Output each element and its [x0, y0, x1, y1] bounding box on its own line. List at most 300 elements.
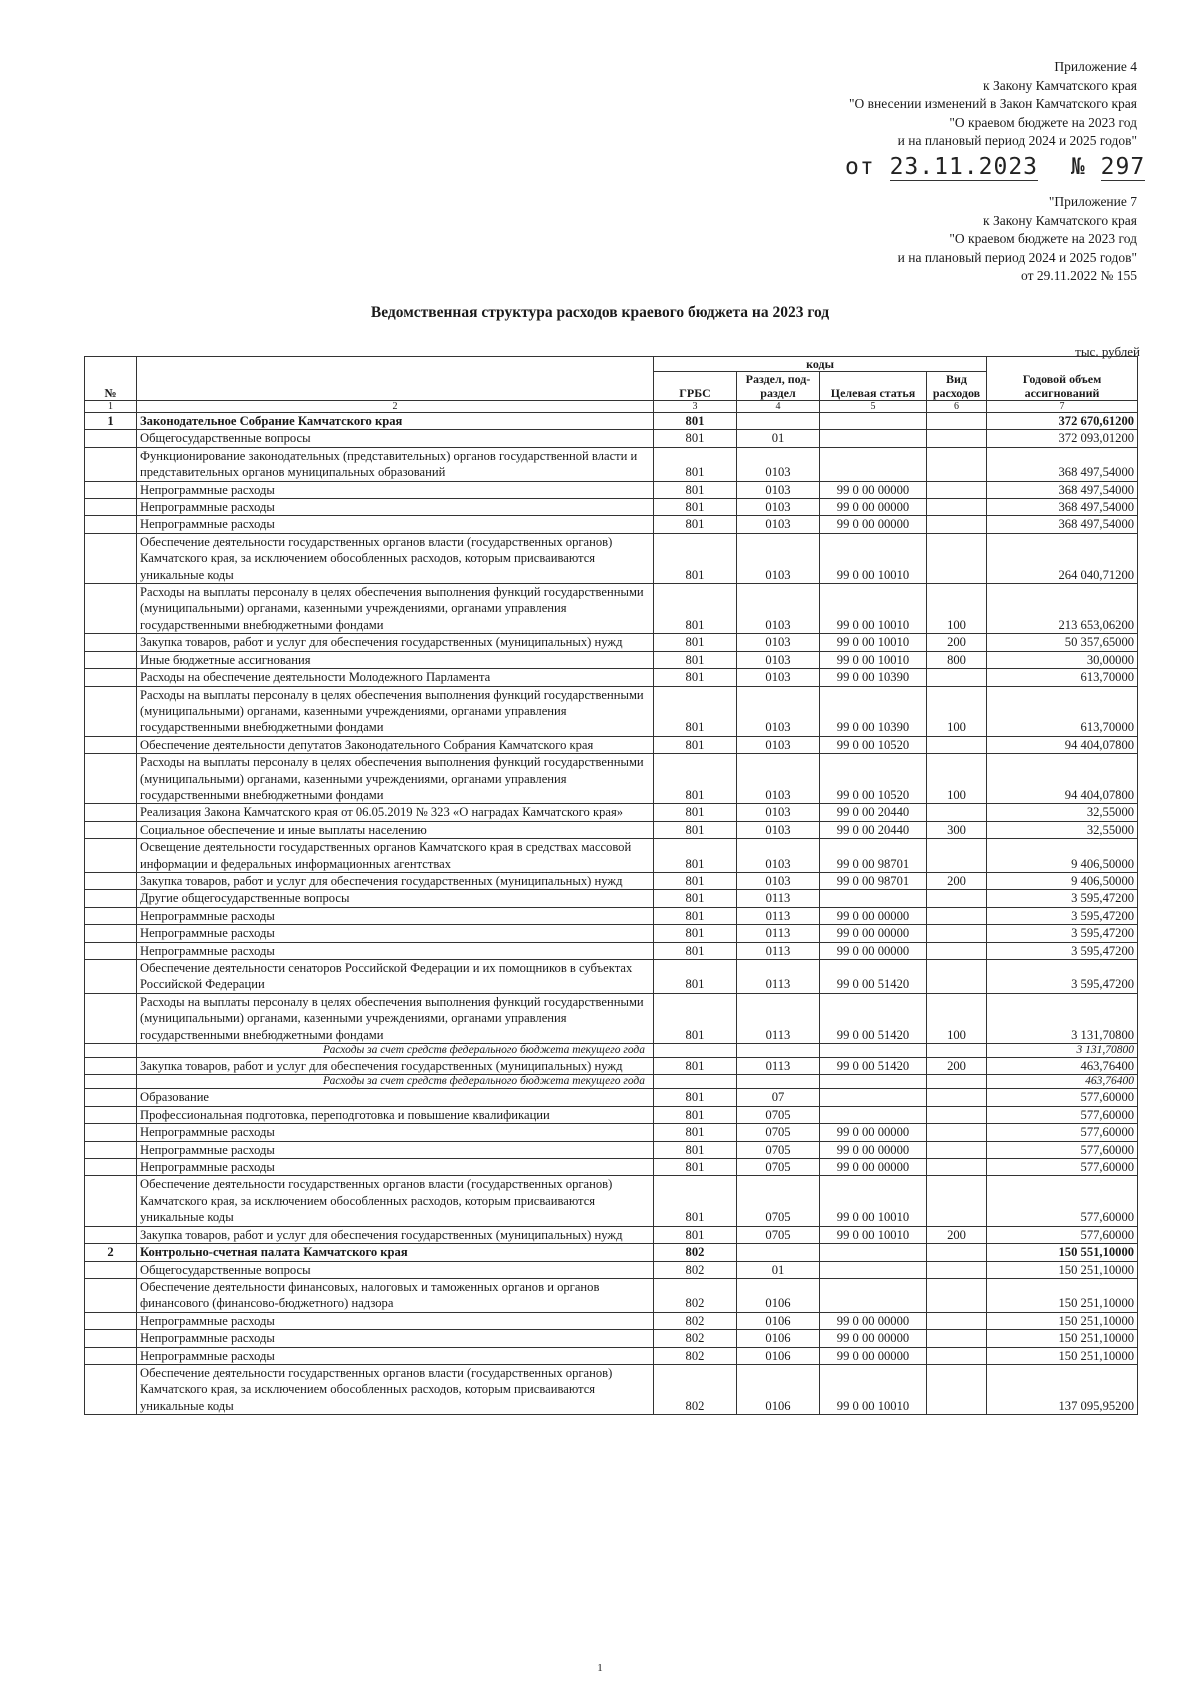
cell-kind [927, 890, 987, 907]
cell-grbs: 802 [654, 1364, 737, 1414]
cell-grbs: 801 [654, 447, 737, 481]
cell-grbs: 801 [654, 1124, 737, 1141]
cell-grbs: 801 [654, 669, 737, 686]
cell-target [820, 1075, 927, 1089]
cell-num [85, 839, 137, 873]
cell-kind [927, 839, 987, 873]
cell-name: Обеспечение деятельности государственных органов власти (государственных органов) Камчатского края, за исключением обособленных расходов, которым присваиваются уникальные коды [137, 1364, 654, 1414]
cell-name: Непрограммные расходы [137, 942, 654, 959]
cell-name: Расходы за счет средств федерального бюджета текущего года [137, 1044, 654, 1058]
cell-name: Закупка товаров, работ и услуг для обеспечения государственных (муниципальных) нужд [137, 872, 654, 889]
table-row [85, 1278, 1138, 1312]
cell-kind: 100 [927, 686, 987, 736]
cell-name: Непрограммные расходы [137, 1159, 654, 1176]
index-cell: 4 [737, 401, 820, 413]
table-row [85, 754, 1138, 804]
index-cell: 2 [137, 401, 654, 413]
cell-amount: 577,60000 [987, 1141, 1138, 1158]
cell-section: 0103 [737, 634, 820, 651]
cell-target [820, 890, 927, 907]
cell-kind: 100 [927, 584, 987, 634]
cell-amount: 213 653,06200 [987, 584, 1138, 634]
cell-section: 0103 [737, 516, 820, 533]
cell-kind [927, 736, 987, 753]
cell-name: Контрольно-счетная палата Камчатского края [137, 1244, 654, 1261]
cell-grbs: 801 [654, 804, 737, 821]
law-date-stamp [845, 154, 1145, 181]
table-row [85, 960, 1138, 994]
header-amount: Годовой объем ассигнований [987, 357, 1138, 401]
cell-grbs: 801 [654, 872, 737, 889]
budget-table [84, 356, 1138, 1415]
cell-grbs: 801 [654, 1176, 737, 1226]
cell-section: 0103 [737, 839, 820, 873]
cell-num [85, 1159, 137, 1176]
cell-section: 01 [737, 1261, 820, 1278]
cell-section: 0103 [737, 821, 820, 838]
table-row [85, 413, 1138, 430]
cell-kind [927, 960, 987, 994]
cell-name: Закупка товаров, работ и услуг для обеспечения государственных (муниципальных) нужд [137, 1226, 654, 1243]
page-number: 1 [597, 1662, 603, 1674]
cell-num [85, 669, 137, 686]
cell-num [85, 1330, 137, 1347]
cell-num [85, 942, 137, 959]
cell-target: 99 0 00 00000 [820, 1347, 927, 1364]
cell-num [85, 651, 137, 668]
table-row [85, 1330, 1138, 1347]
table-note-row [85, 1044, 1138, 1058]
cell-name: Профессиональная подготовка, переподготовка и повышение квалификации [137, 1106, 654, 1123]
cell-grbs: 801 [654, 634, 737, 651]
cell-target: 99 0 00 00000 [820, 1141, 927, 1158]
cell-kind [927, 1330, 987, 1347]
header-kind: Вид расходов [927, 372, 987, 401]
cell-kind [927, 804, 987, 821]
cell-num [85, 1364, 137, 1414]
cell-target: 99 0 00 00000 [820, 925, 927, 942]
index-cell: 3 [654, 401, 737, 413]
cell-target: 99 0 00 51420 [820, 993, 927, 1043]
cell-amount: 9 406,50000 [987, 872, 1138, 889]
cell-amount: 150 251,10000 [987, 1261, 1138, 1278]
table-row [85, 993, 1138, 1043]
stamp-number-sign: № [1070, 154, 1086, 180]
cell-amount: 368 497,54000 [987, 481, 1138, 498]
header-top-line: и на плановый период 2024 и 2025 годов" [897, 133, 1137, 149]
cell-grbs: 802 [654, 1244, 737, 1261]
cell-amount: 372 093,01200 [987, 430, 1138, 447]
header-second-line: "Приложение 7 [1048, 194, 1137, 209]
table-row [85, 447, 1138, 481]
cell-kind [927, 516, 987, 533]
cell-amount: 372 670,61200 [987, 413, 1138, 430]
cell-num [85, 584, 137, 634]
cell-section: 0106 [737, 1347, 820, 1364]
cell-name: Непрограммные расходы [137, 1330, 654, 1347]
cell-amount: 368 497,54000 [987, 499, 1138, 516]
index-cell: 1 [85, 401, 137, 413]
cell-grbs [654, 1075, 737, 1089]
cell-kind [927, 1244, 987, 1261]
cell-target: 99 0 00 10010 [820, 634, 927, 651]
cell-grbs: 801 [654, 907, 737, 924]
cell-amount: 463,76400 [987, 1075, 1138, 1089]
cell-kind [927, 1347, 987, 1364]
cell-grbs: 801 [654, 584, 737, 634]
table-row [85, 1364, 1138, 1414]
cell-name: Обеспечение деятельности государственных органов власти (государственных органов) Камчатского края, за исключением обособленных расходов, которым присваиваются уникальные коды [137, 533, 654, 583]
cell-num [85, 634, 137, 651]
cell-target: 99 0 00 00000 [820, 1312, 927, 1329]
cell-num [85, 533, 137, 583]
cell-name: Непрограммные расходы [137, 1347, 654, 1364]
cell-name: Реализация Закона Камчатского края от 06.05.2019 № 323 «О наградах Камчатского края» [137, 804, 654, 821]
header-top-line: "О внесении изменений в Закон Камчатского края [849, 96, 1137, 112]
table-row [85, 925, 1138, 942]
header-target: Целевая статья [820, 372, 927, 401]
cell-num [85, 481, 137, 498]
cell-section: 0113 [737, 960, 820, 994]
table-row [85, 533, 1138, 583]
cell-amount: 50 357,65000 [987, 634, 1138, 651]
cell-target [820, 1089, 927, 1106]
cell-section: 0103 [737, 736, 820, 753]
stamp-date: 23.11.2023 [889, 154, 1039, 180]
cell-kind [927, 1044, 987, 1058]
cell-amount: 3 595,47200 [987, 907, 1138, 924]
cell-amount: 613,70000 [987, 669, 1138, 686]
cell-kind [927, 413, 987, 430]
index-cell: 5 [820, 401, 927, 413]
cell-section: 0113 [737, 993, 820, 1043]
cell-amount: 577,60000 [987, 1089, 1138, 1106]
cell-name: Социальное обеспечение и иные выплаты населению [137, 821, 654, 838]
cell-amount: 150 251,10000 [987, 1330, 1138, 1347]
cell-num [85, 1347, 137, 1364]
cell-section: 0106 [737, 1312, 820, 1329]
cell-kind [927, 481, 987, 498]
cell-target [820, 1261, 927, 1278]
cell-section: 07 [737, 1089, 820, 1106]
cell-grbs: 801 [654, 942, 737, 959]
cell-section: 0113 [737, 925, 820, 942]
table-row [85, 890, 1138, 907]
cell-amount: 150 551,10000 [987, 1244, 1138, 1261]
cell-grbs: 802 [654, 1261, 737, 1278]
cell-kind [927, 1159, 987, 1176]
cell-name: Расходы на выплаты персоналу в целях обеспечения выполнения функций государственными (муниципальными) органами, казенными учреждениями, органами управления государственными внебюджетными фондами [137, 584, 654, 634]
table-row [85, 1244, 1138, 1261]
cell-amount: 137 095,95200 [987, 1364, 1138, 1414]
cell-name: Расходы на выплаты персоналу в целях обеспечения выполнения функций государственными (муниципальными) органами, казенными учреждениями, органами управления государственными внебюджетными фондами [137, 754, 654, 804]
cell-kind [927, 1312, 987, 1329]
cell-num [85, 1124, 137, 1141]
cell-section: 0103 [737, 686, 820, 736]
cell-num [85, 1261, 137, 1278]
cell-target: 99 0 00 98701 [820, 839, 927, 873]
header-second-line: и на плановый период 2024 и 2025 годов" [897, 249, 1137, 265]
cell-name: Непрограммные расходы [137, 1141, 654, 1158]
cell-target: 99 0 00 51420 [820, 1058, 927, 1075]
cell-num [85, 872, 137, 889]
cell-section: 0103 [737, 651, 820, 668]
cell-kind [927, 1106, 987, 1123]
cell-grbs: 801 [654, 516, 737, 533]
cell-amount: 3 595,47200 [987, 890, 1138, 907]
cell-grbs: 801 [654, 890, 737, 907]
cell-kind: 200 [927, 872, 987, 889]
cell-num [85, 1226, 137, 1243]
cell-grbs: 802 [654, 1330, 737, 1347]
cell-grbs: 801 [654, 481, 737, 498]
cell-kind [927, 1176, 987, 1226]
cell-section: 0705 [737, 1226, 820, 1243]
cell-grbs: 801 [654, 430, 737, 447]
cell-amount: 463,76400 [987, 1058, 1138, 1075]
cell-name: Иные бюджетные ассигнования [137, 651, 654, 668]
cell-target [820, 430, 927, 447]
stamp-prefix: от [845, 154, 875, 180]
cell-section: 0705 [737, 1141, 820, 1158]
cell-amount: 3 131,70800 [987, 1044, 1138, 1058]
cell-section: 0103 [737, 804, 820, 821]
cell-num [85, 1058, 137, 1075]
cell-target [820, 413, 927, 430]
cell-kind [927, 1089, 987, 1106]
cell-name: Непрограммные расходы [137, 925, 654, 942]
cell-num [85, 1312, 137, 1329]
cell-name: Расходы на выплаты персоналу в целях обеспечения выполнения функций государственными (муниципальными) органами, казенными учреждениями, органами управления государственными внебюджетными фондами [137, 993, 654, 1043]
cell-grbs: 802 [654, 1347, 737, 1364]
cell-target [820, 447, 927, 481]
cell-grbs: 801 [654, 754, 737, 804]
table-row [85, 1176, 1138, 1226]
table-row [85, 634, 1138, 651]
table-row [85, 1124, 1138, 1141]
cell-kind [927, 499, 987, 516]
cell-section [737, 1244, 820, 1261]
table-note-row [85, 1075, 1138, 1089]
cell-target: 99 0 00 00000 [820, 907, 927, 924]
header-codes: коды [654, 357, 987, 372]
cell-name: Непрограммные расходы [137, 1124, 654, 1141]
cell-grbs: 801 [654, 651, 737, 668]
cell-name: Законодательное Собрание Камчатского края [137, 413, 654, 430]
cell-amount: 94 404,07800 [987, 754, 1138, 804]
cell-grbs: 801 [654, 993, 737, 1043]
table-row [85, 1058, 1138, 1075]
cell-name: Общегосударственные вопросы [137, 430, 654, 447]
cell-target: 99 0 00 20440 [820, 804, 927, 821]
cell-amount: 3 595,47200 [987, 960, 1138, 994]
cell-name: Непрограммные расходы [137, 1312, 654, 1329]
cell-section: 0103 [737, 447, 820, 481]
cell-num [85, 907, 137, 924]
cell-amount: 9 406,50000 [987, 839, 1138, 873]
cell-section: 0103 [737, 669, 820, 686]
cell-num [85, 1075, 137, 1089]
cell-amount: 577,60000 [987, 1124, 1138, 1141]
cell-name: Непрограммные расходы [137, 516, 654, 533]
cell-amount: 150 251,10000 [987, 1278, 1138, 1312]
cell-amount: 32,55000 [987, 804, 1138, 821]
table-row [85, 1089, 1138, 1106]
cell-target: 99 0 00 10010 [820, 584, 927, 634]
cell-name: Функционирование законодательных (представительных) органов государственной власти и представительных органов муниципальных образований [137, 447, 654, 481]
cell-section: 0113 [737, 890, 820, 907]
cell-amount: 3 595,47200 [987, 942, 1138, 959]
cell-grbs: 801 [654, 1089, 737, 1106]
cell-section: 0705 [737, 1124, 820, 1141]
cell-kind: 200 [927, 1058, 987, 1075]
header-second [898, 193, 1137, 286]
cell-section: 0113 [737, 1058, 820, 1075]
index-cell: 6 [927, 401, 987, 413]
cell-amount: 32,55000 [987, 821, 1138, 838]
table-row [85, 481, 1138, 498]
cell-grbs: 801 [654, 736, 737, 753]
header-second-line: от 29.11.2022 № 155 [1021, 268, 1137, 284]
header-grbs: ГРБС [654, 372, 737, 401]
cell-target: 99 0 00 10390 [820, 686, 927, 736]
cell-target: 99 0 00 10520 [820, 736, 927, 753]
cell-section [737, 1075, 820, 1089]
cell-kind [927, 430, 987, 447]
cell-section: 0103 [737, 533, 820, 583]
cell-target: 99 0 00 00000 [820, 942, 927, 959]
cell-num [85, 686, 137, 736]
cell-section: 0106 [737, 1278, 820, 1312]
cell-amount: 94 404,07800 [987, 736, 1138, 753]
table-row [85, 1141, 1138, 1158]
cell-target [820, 1244, 927, 1261]
cell-target: 99 0 00 00000 [820, 1330, 927, 1347]
cell-num [85, 736, 137, 753]
cell-num [85, 925, 137, 942]
header-section: Раздел, под-раздел [737, 372, 820, 401]
table-row [85, 907, 1138, 924]
cell-name: Обеспечение деятельности финансовых, налоговых и таможенных органов и органов финансового (финансово-бюджетного) надзора [137, 1278, 654, 1312]
cell-target [820, 1106, 927, 1123]
cell-num [85, 1044, 137, 1058]
cell-grbs: 802 [654, 1278, 737, 1312]
cell-amount: 368 497,54000 [987, 516, 1138, 533]
table-row [85, 1261, 1138, 1278]
cell-section: 0103 [737, 499, 820, 516]
cell-kind: 300 [927, 821, 987, 838]
header-second-line: к Закону Камчатского края [983, 212, 1137, 228]
cell-grbs: 801 [654, 960, 737, 994]
cell-kind: 100 [927, 754, 987, 804]
budget-table-body [85, 413, 1138, 1415]
cell-num [85, 447, 137, 481]
cell-target [820, 1278, 927, 1312]
cell-name: Обеспечение деятельности депутатов Законодательного Собрания Камчатского края [137, 736, 654, 753]
header-top [849, 58, 1137, 151]
cell-name: Обеспечение деятельности сенаторов Российской Федерации и их помощников в субъектах Российской Федерации [137, 960, 654, 994]
cell-name: Обеспечение деятельности государственных органов власти (государственных органов) Камчатского края, за исключением обособленных расходов, которым присваиваются уникальные коды [137, 1176, 654, 1226]
cell-grbs: 801 [654, 1159, 737, 1176]
cell-grbs: 801 [654, 821, 737, 838]
cell-name: Общегосударственные вопросы [137, 1261, 654, 1278]
cell-target: 99 0 00 20440 [820, 821, 927, 838]
cell-section [737, 1044, 820, 1058]
cell-num [85, 430, 137, 447]
table-row [85, 942, 1138, 959]
cell-num [85, 1176, 137, 1226]
table-row [85, 669, 1138, 686]
cell-section: 0705 [737, 1176, 820, 1226]
cell-num [85, 960, 137, 994]
cell-target: 99 0 00 98701 [820, 872, 927, 889]
cell-grbs [654, 1044, 737, 1058]
cell-target: 99 0 00 00000 [820, 499, 927, 516]
cell-num [85, 1106, 137, 1123]
cell-target: 99 0 00 10010 [820, 1364, 927, 1414]
cell-grbs: 802 [654, 1312, 737, 1329]
table-row [85, 1226, 1138, 1243]
cell-name: Расходы за счет средств федерального бюджета текущего года [137, 1075, 654, 1089]
index-row [85, 401, 1138, 413]
cell-section [737, 413, 820, 430]
cell-amount: 577,60000 [987, 1106, 1138, 1123]
table-row [85, 804, 1138, 821]
cell-amount: 3 595,47200 [987, 925, 1138, 942]
cell-name: Другие общегосударственные вопросы [137, 890, 654, 907]
cell-amount: 3 131,70800 [987, 993, 1138, 1043]
index-cell: 7 [987, 401, 1138, 413]
table-row [85, 584, 1138, 634]
cell-kind [927, 1278, 987, 1312]
cell-num [85, 754, 137, 804]
cell-amount: 368 497,54000 [987, 447, 1138, 481]
table-row [85, 1347, 1138, 1364]
cell-grbs: 801 [654, 413, 737, 430]
cell-kind [927, 1261, 987, 1278]
cell-name: Непрограммные расходы [137, 481, 654, 498]
header-top-line: Приложение 4 [1054, 59, 1137, 74]
cell-section: 01 [737, 430, 820, 447]
table-row [85, 430, 1138, 447]
cell-section: 0103 [737, 754, 820, 804]
cell-amount: 613,70000 [987, 686, 1138, 736]
header-top-line: "О краевом бюджете на 2023 год [949, 114, 1137, 130]
cell-section: 0113 [737, 907, 820, 924]
cell-section: 0113 [737, 942, 820, 959]
cell-num [85, 1278, 137, 1312]
cell-grbs: 801 [654, 1226, 737, 1243]
cell-kind [927, 1364, 987, 1414]
header-name [137, 357, 654, 401]
cell-amount: 150 251,10000 [987, 1312, 1138, 1329]
cell-name: Расходы на обеспечение деятельности Молодежного Парламента [137, 669, 654, 686]
table-row [85, 499, 1138, 516]
cell-kind [927, 907, 987, 924]
cell-name: Непрограммные расходы [137, 907, 654, 924]
cell-num [85, 821, 137, 838]
cell-amount: 150 251,10000 [987, 1347, 1138, 1364]
units-label: тыс. рублей [1075, 344, 1140, 359]
cell-kind [927, 1124, 987, 1141]
cell-target: 99 0 00 00000 [820, 516, 927, 533]
cell-section: 0103 [737, 584, 820, 634]
cell-kind [927, 925, 987, 942]
cell-kind: 800 [927, 651, 987, 668]
cell-grbs: 801 [654, 1141, 737, 1158]
table-row [85, 651, 1138, 668]
cell-kind [927, 1075, 987, 1089]
